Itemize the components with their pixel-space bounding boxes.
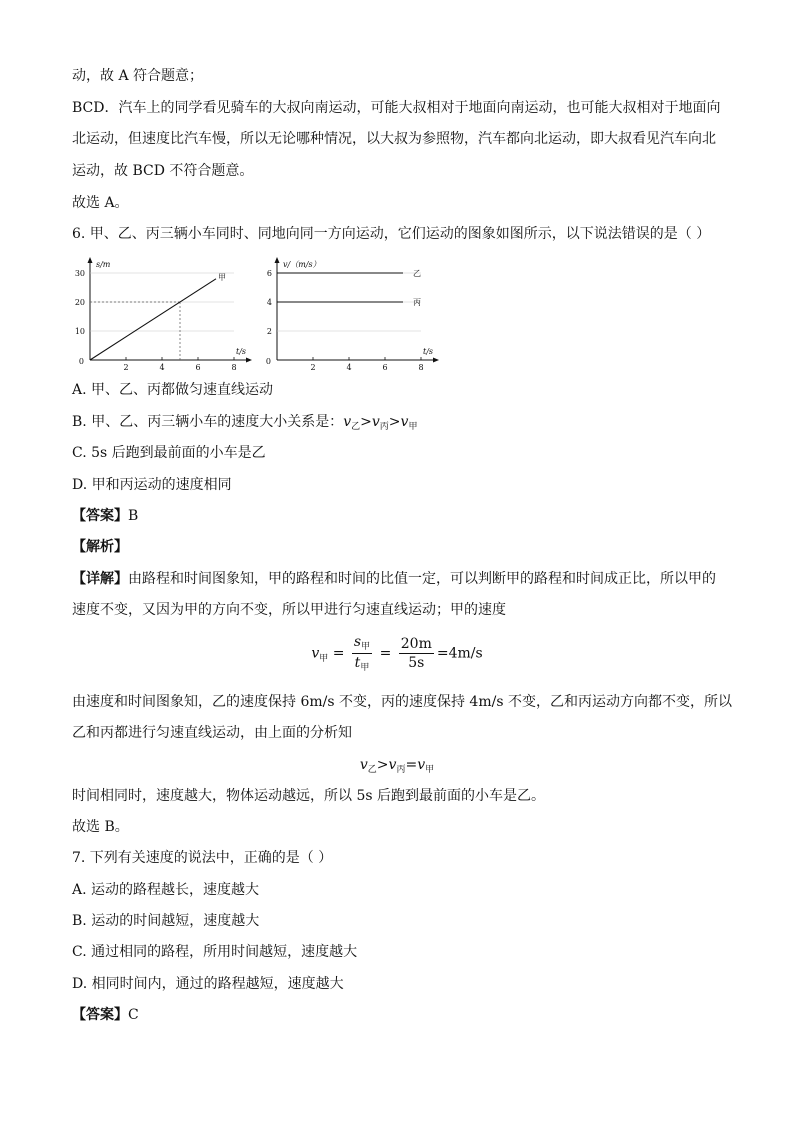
y-axis-label: s/m — [96, 260, 111, 269]
text-line: 动，故 A 符合题意； — [72, 68, 204, 84]
choice-line: 故选 A。 — [72, 195, 129, 211]
option-d: D. 甲和丙运动的速度相同 — [72, 477, 232, 493]
detail-line-4: 乙和丙都进行匀速直线运动，由上面的分析知 — [72, 725, 352, 741]
y-tick-label: 2 — [266, 327, 272, 336]
option-b — [72, 412, 417, 434]
series-line — [90, 279, 216, 360]
result: =4m/s — [436, 645, 483, 662]
v-symbol: v — [388, 757, 397, 773]
y-tick-label: 10 — [74, 327, 85, 336]
t-symbol: t — [354, 655, 361, 671]
speed-comparison — [0, 755, 794, 777]
v-symbol: v — [400, 414, 409, 430]
y-axis-arrow — [275, 257, 280, 263]
question-7-stem: 7. 下列有关速度的说法中，正确的是（ ） — [72, 850, 333, 866]
text-line: 运动，故 BCD 不符合题意。 — [72, 163, 254, 179]
v-t-chart — [266, 257, 439, 372]
sub-yi: 乙 — [351, 422, 361, 432]
sub-jia: 甲 — [360, 663, 370, 673]
v-symbol: v — [311, 645, 320, 662]
gt-sign: > — [376, 757, 389, 773]
text-line: BCD．汽车上的同学看见骑车的大叔向南运动，可能大叔相对于地面向南运动，也可能大叔相对于地面向 — [72, 100, 721, 116]
x-tick-label: 2 — [310, 363, 316, 372]
option-a: A. 甲、乙、丙都做匀速直线运动 — [72, 382, 274, 398]
charts-figure — [62, 252, 472, 374]
sub-bing: 丙 — [379, 422, 389, 432]
sub-jia: 甲 — [425, 765, 435, 775]
denominator: 5s — [408, 655, 425, 671]
v-symbol: v — [417, 757, 426, 773]
v-symbol: v — [359, 757, 368, 773]
y-tick-label: 30 — [74, 269, 85, 278]
x-axis-label: t/s — [423, 347, 434, 356]
numerator: 20m — [400, 636, 432, 652]
sub-jia: 甲 — [361, 642, 371, 652]
answer-value: B — [128, 508, 139, 524]
x-tick-label: 2 — [123, 363, 129, 372]
s-symbol: s — [353, 634, 362, 650]
eq-sign: = — [405, 757, 418, 773]
s-t-chart — [75, 257, 252, 372]
x-tick-label: 8 — [418, 363, 424, 372]
x-axis-label: t/s — [236, 347, 247, 356]
x-tick-label: 4 — [346, 363, 352, 372]
eq-sign: = — [379, 645, 392, 662]
option-b-text: B. 甲、乙、丙三辆小车的速度大小关系是： — [72, 414, 344, 430]
y-axis-arrow — [88, 257, 93, 263]
answer-value: C — [128, 1007, 139, 1023]
gt-sign: > — [388, 414, 401, 430]
option-b: B. 运动的时间越短，速度越大 — [72, 913, 260, 929]
sub-jia: 甲 — [319, 653, 329, 664]
answer-line — [72, 506, 138, 526]
x-axis-arrow — [433, 358, 439, 363]
detail-line-3: 由速度和时间图象知，乙的速度保持 6m/s 不变，丙的速度保持 4m/s 不变，乙和丙运动方向都不变，所以 — [72, 694, 732, 710]
detail-line-2: 速度不变，又因为甲的方向不变，所以甲进行匀速直线运动；甲的速度 — [72, 602, 506, 618]
fraction-values — [399, 635, 434, 672]
option-d: D. 相同时间内，通过的路程越短，速度越大 — [72, 976, 344, 992]
gt-sign: > — [360, 414, 372, 430]
sub-jia: 甲 — [408, 422, 418, 432]
series-label: 乙 — [413, 269, 421, 278]
analysis-label-text: 【解析】 — [72, 539, 128, 555]
option-a: A. 运动的路程越长，速度越大 — [72, 882, 260, 898]
y-axis-label: v/（m/s） — [283, 260, 321, 269]
x-axis-arrow — [246, 358, 252, 363]
v-symbol: v — [371, 414, 380, 430]
x-tick-label: 6 — [382, 363, 388, 372]
answer-label: 【答案】 — [72, 1007, 128, 1023]
sub-bing: 丙 — [396, 765, 406, 775]
detail-line-1 — [72, 569, 716, 589]
origin-label: 0 — [265, 357, 271, 366]
text-line: 北运动，但速度比汽车慢，所以无论哪种情况，以大叔为参照物，汽车都向北运动，即大叔看见汽车向北 — [72, 131, 716, 147]
detail-line-5: 时间相同时，速度越大，物体运动越远，所以 5s 后跑到最前面的小车是乙。 — [72, 788, 545, 804]
option-c: C. 通过相同的路程，所用时间越短，速度越大 — [72, 944, 358, 960]
series-label: 甲 — [218, 272, 226, 282]
detail-label: 【详解】 — [72, 571, 128, 587]
v-symbol: v — [343, 414, 352, 430]
option-c: C. 5s 后跑到最前面的小车是乙 — [72, 445, 266, 461]
y-tick-label: 4 — [266, 298, 272, 307]
answer-label: 【答案】 — [72, 508, 128, 524]
x-tick-label: 4 — [159, 363, 165, 372]
x-tick-label: 6 — [195, 363, 201, 372]
choice-line: 故选 B。 — [72, 819, 129, 835]
y-tick-label: 6 — [266, 269, 272, 278]
eq-sign: = — [332, 645, 345, 662]
speed-formula — [0, 633, 794, 676]
answer-line — [72, 1005, 139, 1025]
fraction-s-t — [352, 633, 372, 674]
analysis-label — [72, 537, 128, 557]
origin-label: 0 — [78, 357, 84, 366]
y-tick-label: 20 — [74, 298, 85, 307]
series-label: 丙 — [413, 298, 421, 307]
x-tick-label: 8 — [231, 363, 237, 372]
question-6-stem: 6. 甲、乙、丙三辆小车同时、同地向同一方向运动，它们运动的图象如图所示，以下说法错误的是（ ） — [72, 226, 711, 242]
sub-yi: 乙 — [367, 765, 377, 775]
detail-text: 由路程和时间图象知，甲的路程和时间的比值一定，可以判断甲的路程和时间成正比，所以甲的 — [128, 571, 716, 587]
